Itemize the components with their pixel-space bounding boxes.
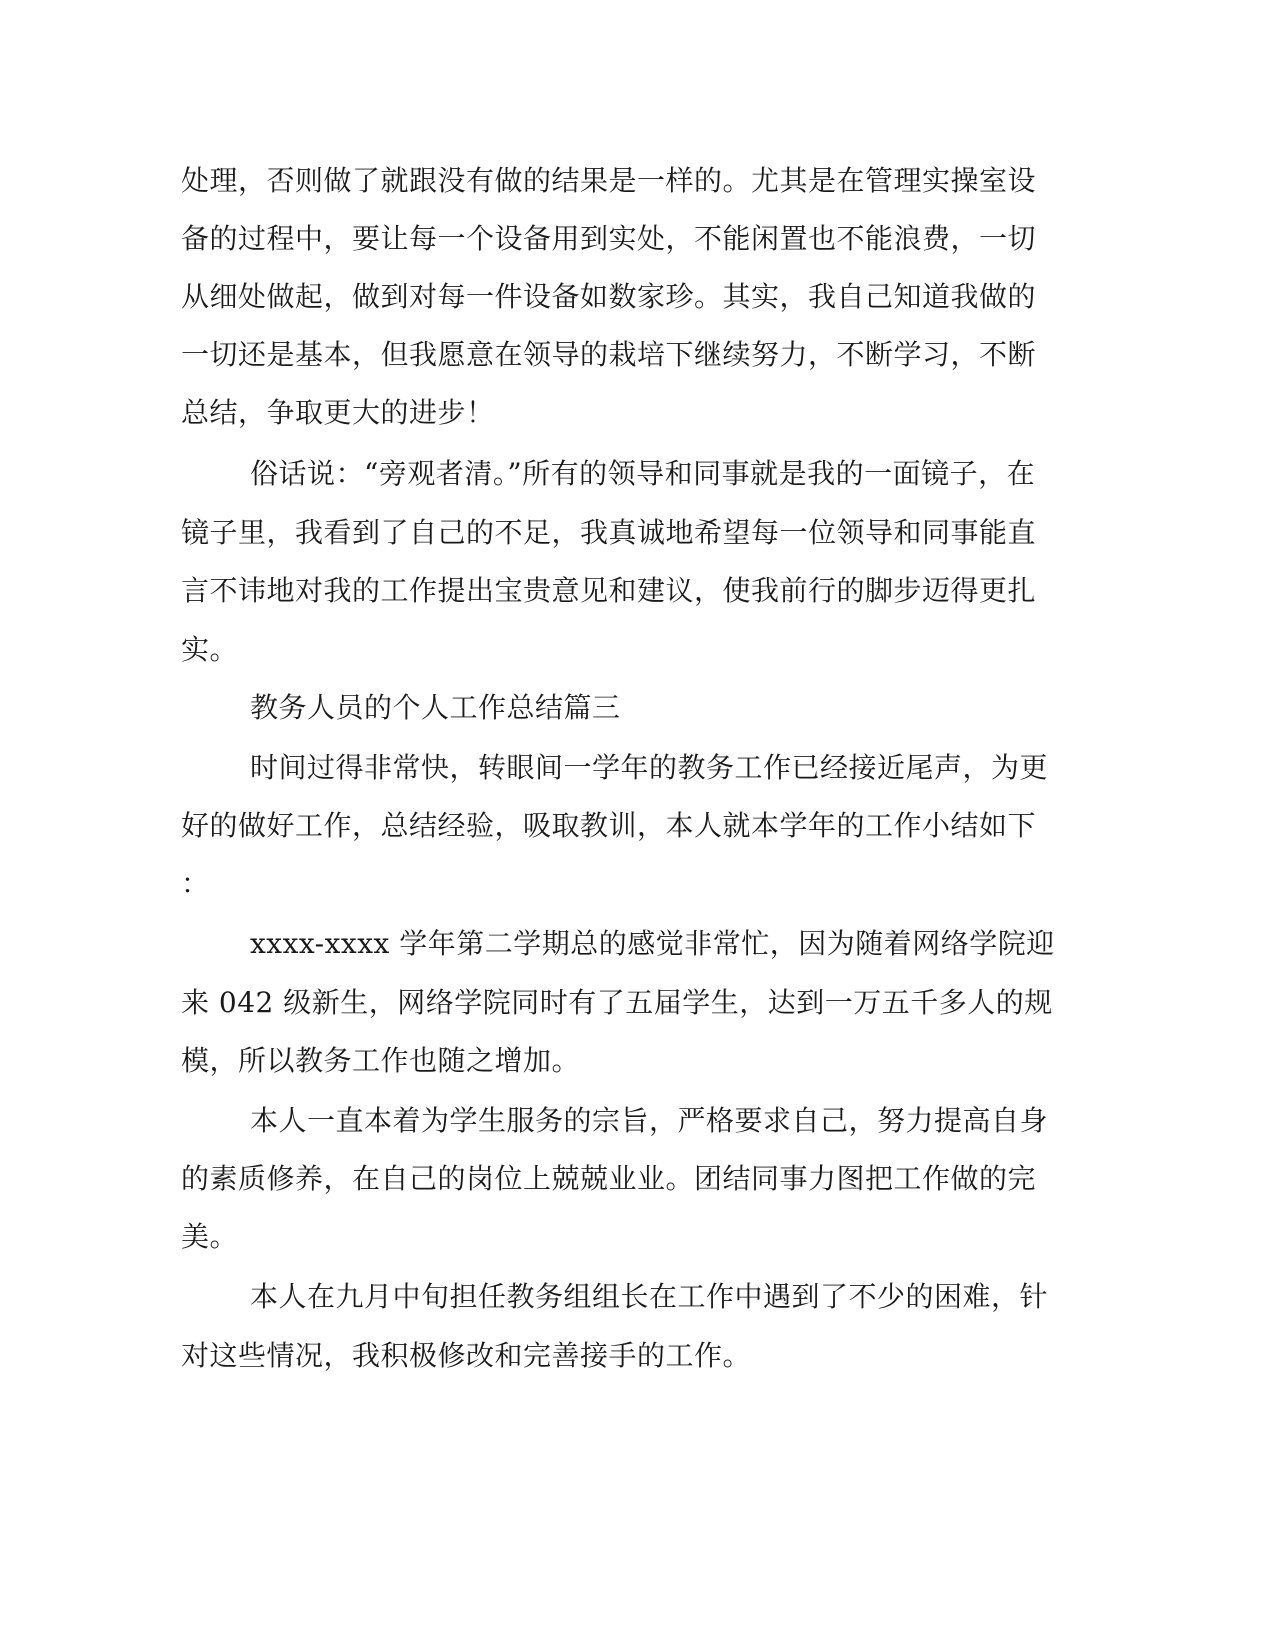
text-line: ： (181, 867, 210, 900)
text-line: 备的过程中，要让每一个设备用到实处，不能闲置也不能浪费，一切 (181, 222, 1037, 255)
text-line: 总结，争取更大的进步！ (181, 396, 495, 429)
text-line: 言不讳地对我的工作提出宝贵意见和建议，使我前行的脚步迈得更扎 (181, 574, 1037, 607)
text-line: 对这些情况，我积极修改和完善接手的工作。 (181, 1339, 752, 1372)
text-line: 美。 (181, 1220, 239, 1253)
text-line: 模，所以教务工作也随之增加。 (181, 1044, 581, 1077)
section-heading: 教务人员的个人工作总结篇三 (250, 691, 621, 724)
text-line: 本人在九月中旬担任教务组组长在工作中遇到了不少的困难，针 (250, 1280, 1049, 1313)
text-line: xxxx-xxxx 学年第二学期总的感觉非常忙，因为随着网络学院迎 (250, 927, 1055, 960)
text-line: 来 042 级新生，网络学院同时有了五届学生，达到一万五千多人的规 (181, 986, 1053, 1019)
text-line: 的素质修养，在自己的岗位上兢兢业业。团结同事力图把工作做的完 (181, 1162, 1037, 1195)
text-line: 俗话说：“旁观者清。”所有的领导和同事就是我的一面镜子，在 (250, 457, 1036, 490)
text-line: 镜子里，我看到了自己的不足，我真诚地希望每一位领导和同事能直 (181, 516, 1037, 549)
text-line: 好的做好工作，总结经验，吸取教训，本人就本学年的工作小结如下 (181, 809, 1037, 842)
text-line: 从细处做起，做到对每一件设备如数家珍。其实，我自己知道我做的 (181, 280, 1037, 313)
text-line: 实。 (181, 633, 239, 666)
text-line: 时间过得非常快，转眼间一学年的教务工作已经接近尾声，为更 (250, 751, 1049, 784)
text-line: 处理，否则做了就跟没有做的结果是一样的。尤其是在管理实操室设 (181, 164, 1037, 197)
text-line: 本人一直本着为学生服务的宗旨，严格要求自己，努力提高自身 (250, 1104, 1049, 1137)
text-line: 一切还是基本，但我愿意在领导的栽培下继续努力，不断学习，不断 (181, 338, 1037, 371)
